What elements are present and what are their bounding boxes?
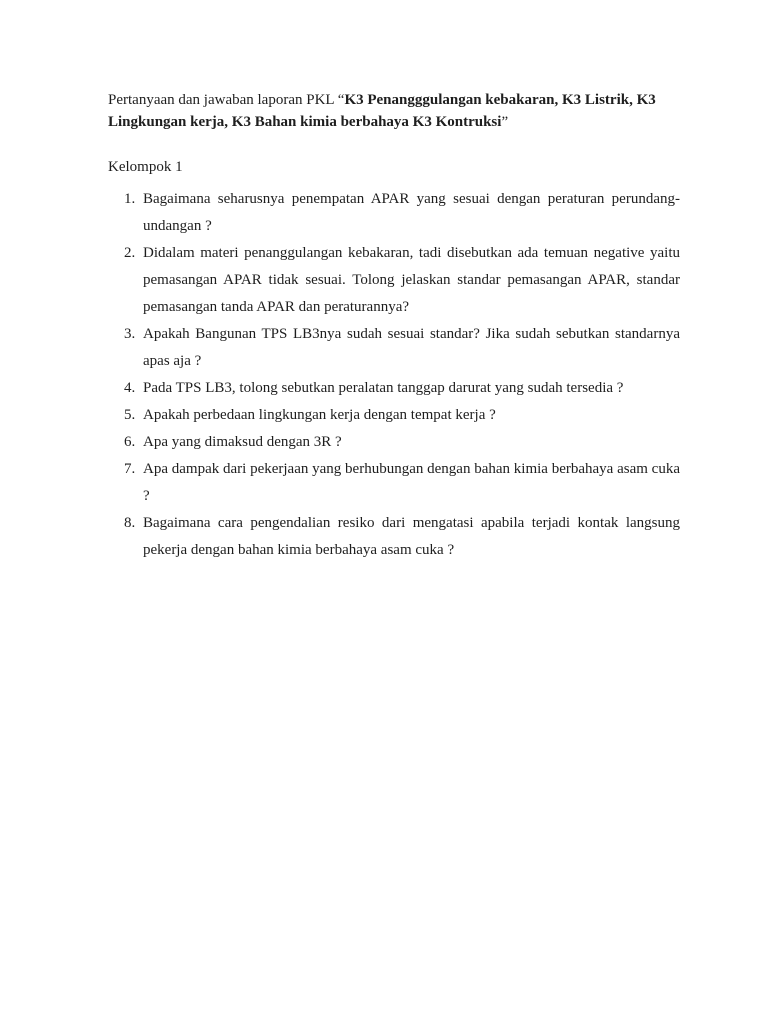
- question-item: [108, 456, 680, 510]
- question-item: [108, 402, 680, 429]
- question-text: Pada TPS LB3, tolong sebutkan peralatan tanggap darurat yang sudah tersedia ?: [143, 380, 624, 396]
- question-text: Apa dampak dari pekerjaan yang berhubungan dengan bahan kimia berbahaya asam cuka ?: [143, 461, 680, 504]
- question-number: 2.: [124, 245, 136, 261]
- question-item: [108, 186, 680, 240]
- question-text: Apa yang dimaksud dengan 3R ?: [143, 434, 342, 450]
- question-number: 6.: [124, 434, 136, 450]
- heading-prefix: Pertanyaan dan jawaban laporan PKL “: [108, 92, 345, 108]
- question-item: [108, 510, 680, 564]
- question-number: 3.: [124, 326, 136, 342]
- question-text: Bagaimana seharusnya penempatan APAR yang sesuai dengan peraturan perundang-undangan ?: [143, 191, 680, 234]
- question-item: [108, 429, 680, 456]
- document-heading: [108, 89, 680, 133]
- question-number: 1.: [124, 191, 136, 207]
- heading-suffix: ”: [501, 114, 509, 130]
- question-number: 5.: [124, 407, 136, 423]
- group-label: Kelompok 1: [108, 159, 183, 175]
- question-number: 8.: [124, 515, 136, 531]
- question-item: [108, 240, 680, 321]
- heading-bold-title: K3 Penangggulangan kebakaran, K3 Listrik, K3 Lingkungan kerja, K3 Bahan kimia berbahaya K3 Kontruksi: [108, 92, 656, 130]
- question-text: Bagaimana cara pengendalian resiko dari mengatasi apabila terjadi kontak langsung pekerja dengan bahan kimia berbahaya asam cuka ?: [143, 515, 680, 558]
- question-number: 4.: [124, 380, 136, 396]
- question-text: Apakah Bangunan TPS LB3nya sudah sesuai standar? Jika sudah sebutkan standarnya apas aja ?: [143, 326, 680, 369]
- question-text: Didalam materi penanggulangan kebakaran, tadi disebutkan ada temuan negative yaitu pemasangan APAR tidak sesuai. Tolong jelaskan standar pemasangan APAR, standar pemasangan tanda APAR dan peraturannya?: [143, 245, 680, 315]
- question-item: [108, 321, 680, 375]
- question-item: [108, 375, 680, 402]
- question-text: Apakah perbedaan lingkungan kerja dengan tempat kerja ?: [143, 407, 496, 423]
- question-number: 7.: [124, 461, 136, 477]
- question-list: [108, 186, 680, 564]
